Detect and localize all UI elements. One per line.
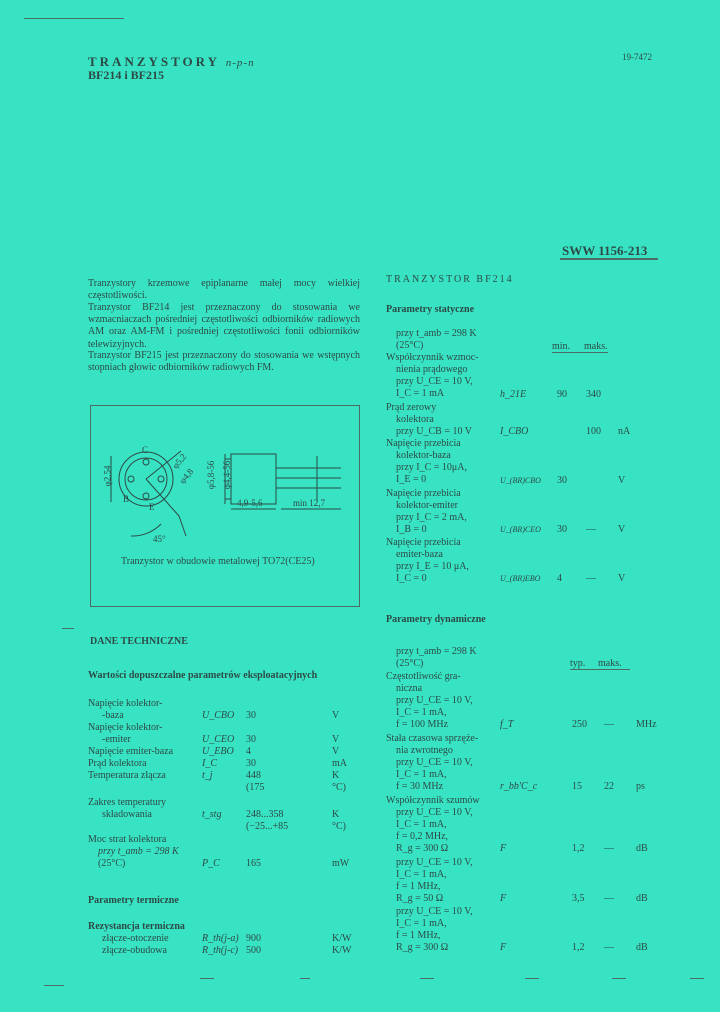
- dim-label: φ5,2: [170, 451, 189, 471]
- dynamic-heading: Parametry dynamiczne: [386, 614, 486, 625]
- param-symbol: F: [500, 942, 507, 953]
- param-name: Zakres temperatury składowania: [88, 797, 167, 820]
- limits-heading: Wartości dopuszczalne parametrów eksploatacyjnych: [88, 670, 318, 681]
- param-value: 500: [246, 945, 261, 956]
- param-unit: K/W: [332, 945, 352, 956]
- param-value: 900: [246, 933, 261, 944]
- param-unit: K: [332, 809, 340, 820]
- param-name: Napięcie przebicia kolektor-emiter przy I_C = 2 mA, I_B = 0: [386, 488, 467, 535]
- intro-paragraph-1: Tranzystory krzemowe epiplanarne małej mocy wielkiej częstotliwości.: [88, 278, 360, 302]
- pin-e: [143, 493, 149, 499]
- col-max: maks.: [584, 341, 608, 352]
- pin-c: [143, 459, 149, 465]
- param-symbol: U_CEO: [202, 734, 235, 745]
- param-name: Temperatura złącza: [88, 770, 166, 781]
- param-max: 100: [586, 426, 601, 437]
- param-unit: V: [618, 573, 626, 584]
- static-heading: Parametry statyczne: [386, 304, 475, 315]
- param-unit: ps: [636, 781, 645, 792]
- dim-label: min 12,7: [293, 498, 326, 508]
- param-value: 30: [246, 710, 256, 721]
- param-value-alt: (−25...+85: [246, 821, 289, 832]
- param-typ: 1,2: [572, 942, 585, 953]
- dim-label: φ4,4-56: [222, 460, 233, 490]
- param-symbol: F: [500, 893, 507, 904]
- param-min: 4: [557, 573, 562, 584]
- param-name: Współczynnik szumów przy U_CE = 10 V, I_C = 1 mA, f = 0,2 MHz, R_g = 300 Ω: [386, 795, 480, 854]
- param-symbol: R_th(j-a): [202, 933, 239, 944]
- param-max: 340: [586, 389, 601, 400]
- section-heading-bf214: TRANZYSTOR BF214: [386, 274, 514, 285]
- param-name: Moc strat kolektora przy t_amb = 298 K (25°C): [88, 834, 179, 869]
- col-min: min.: [552, 341, 571, 352]
- param-value: 165: [246, 858, 261, 869]
- param-name: Napięcie przebicia kolektor-baza przy I_C = 10μA, I_E = 0: [386, 438, 467, 485]
- param-unit: mW: [332, 858, 350, 869]
- param-unit: dB: [636, 942, 648, 953]
- param-unit: V: [618, 524, 626, 535]
- param-max: —: [586, 573, 596, 584]
- param-symbol: r_bb'C_c: [500, 781, 538, 792]
- param-name: Napięcie przebicia emiter-baza przy I_E = 10 μA, I_C = 0: [386, 537, 469, 584]
- param-typ: 15: [572, 781, 582, 792]
- col-typ: typ.: [570, 658, 586, 669]
- param-unit: nA: [618, 426, 631, 437]
- param-symbol: F: [500, 843, 507, 854]
- param-min: 30: [557, 524, 567, 535]
- param-min: 30: [557, 475, 567, 486]
- param-unit: V: [332, 734, 340, 745]
- param-name: Stała czasowa sprzęże- nia zwrotnego przy U_CE = 10 V, I_C = 1 mA, f = 30 MHz: [386, 733, 479, 792]
- param-max: 22: [604, 781, 614, 792]
- transistor-figure: [90, 405, 360, 607]
- intro-paragraph-2: Tranzystor BF214 jest przeznaczony do stosowania we wzmacniaczach pośredniej częstotliwości odbiorników radiowych AM oraz AM-FM i pośredniej częstotliwości fonii odbiorników telewizyjnych.: [88, 302, 360, 350]
- figure-caption: Tranzystor w obudowie metalowej TO72(CE25): [121, 556, 315, 567]
- param-symbol: U_CBO: [202, 710, 235, 721]
- section-heading-dane: DANE TECHNICZNE: [90, 636, 188, 647]
- param-symbol: h_21E: [500, 389, 527, 400]
- title-text: TRANZYSTORY: [88, 54, 220, 69]
- param-symbol: P_C: [202, 858, 220, 869]
- param-unit: V: [332, 710, 340, 721]
- param-name: Prąd kolektora: [88, 758, 147, 769]
- dim-label: 4,9-5,6: [237, 498, 263, 508]
- dim-label: φ5,8-56: [206, 460, 217, 490]
- param-min: 90: [557, 389, 567, 400]
- param-symbol: U_(BR)EBO: [500, 574, 541, 583]
- param-name: Napięcie emiter-baza: [88, 746, 174, 757]
- param-symbol: t_j: [202, 770, 213, 781]
- param-value: 4: [246, 746, 251, 757]
- param-name: Napięcie kolektor- -emiter: [88, 722, 163, 745]
- param-unit: mA: [332, 758, 347, 769]
- param-unit: MHz: [636, 719, 657, 730]
- dim-label: φ2,54: [102, 465, 113, 487]
- param-symbol: U_(BR)CEO: [500, 525, 541, 534]
- param-name: przy U_CE = 10 V, I_C = 1 mA, f = 1 MHz, R_g = 50 Ω: [396, 857, 473, 904]
- param-symbol: t_stg: [202, 809, 222, 820]
- label-e: E: [149, 502, 155, 512]
- param-unit: V: [332, 746, 340, 757]
- dynamic-cond: przy t_amb = 298 K (25°C): [396, 646, 477, 669]
- param-name: Częstotliwość gra- niczna przy U_CE = 10 V, I_C = 1 mA, f = 100 MHz: [386, 671, 473, 730]
- label-c: C: [142, 445, 149, 455]
- col-max: maks.: [598, 658, 622, 669]
- param-value: 30: [246, 734, 256, 745]
- param-name: złącze-otoczenie: [102, 933, 169, 944]
- angle-label: 45°: [153, 534, 166, 544]
- label-b: B: [123, 494, 130, 504]
- param-unit: dB: [636, 843, 648, 854]
- pin-b: [128, 476, 134, 482]
- param-max: —: [604, 942, 614, 953]
- param-unit-alt: °C): [332, 821, 346, 832]
- thermal-title: Rezystancja termiczna: [88, 921, 185, 932]
- param-name: Prąd zerowy kolektora przy U_CB = 10 V: [386, 402, 473, 437]
- param-name: Napięcie kolektor- -baza: [88, 698, 163, 721]
- param-unit: dB: [636, 893, 648, 904]
- param-name: przy U_CE = 10 V, I_C = 1 mA, f = 1 MHz, R_g = 300 Ω: [396, 906, 473, 953]
- param-symbol: U_EBO: [202, 746, 234, 757]
- dim-label: φ4,8: [177, 466, 196, 486]
- static-cond: przy t_amb = 298 K (25°C): [396, 328, 477, 351]
- param-value: 30: [246, 758, 256, 769]
- document-subtitle: BF214 i BF215: [88, 68, 165, 82]
- param-value: 448: [246, 770, 261, 781]
- param-typ: 3,5: [572, 893, 585, 904]
- param-unit-alt: °C): [332, 782, 346, 793]
- param-symbol: U_(BR)CBO: [500, 476, 541, 485]
- param-max: —: [604, 843, 614, 854]
- param-symbol: R_th(j-c): [202, 945, 239, 956]
- param-unit: K: [332, 770, 340, 781]
- param-value-alt: (175: [246, 782, 265, 793]
- pin-x: [158, 476, 164, 482]
- param-max: —: [604, 893, 614, 904]
- catalog-code: 19-7472: [622, 52, 652, 62]
- param-typ: 1,2: [572, 843, 585, 854]
- param-max: —: [604, 719, 614, 730]
- param-max: —: [586, 524, 596, 535]
- param-symbol: I_C: [202, 758, 217, 769]
- param-symbol: f_T: [500, 719, 514, 730]
- param-unit: V: [618, 475, 626, 486]
- intro-paragraph-3: Tranzystor BF215 jest przeznaczony do stosowania we wstępnych stopniach głowic odbiorników radiowych FM.: [88, 350, 360, 374]
- param-name: Współczynnik wzmoc- nienia prądowego przy U_CE = 10 V, I_C = 1 mA: [386, 352, 479, 399]
- param-unit: K/W: [332, 933, 352, 944]
- sww-code: SWW 1156-213: [562, 243, 648, 258]
- param-typ: 250: [572, 719, 587, 730]
- title-type: n-p-n: [225, 57, 255, 69]
- param-name: złącze-obudowa: [102, 945, 167, 956]
- thermal-heading: Parametry termiczne: [88, 895, 179, 906]
- param-symbol: I_CBO: [500, 426, 529, 437]
- param-value: 248...358: [246, 809, 284, 820]
